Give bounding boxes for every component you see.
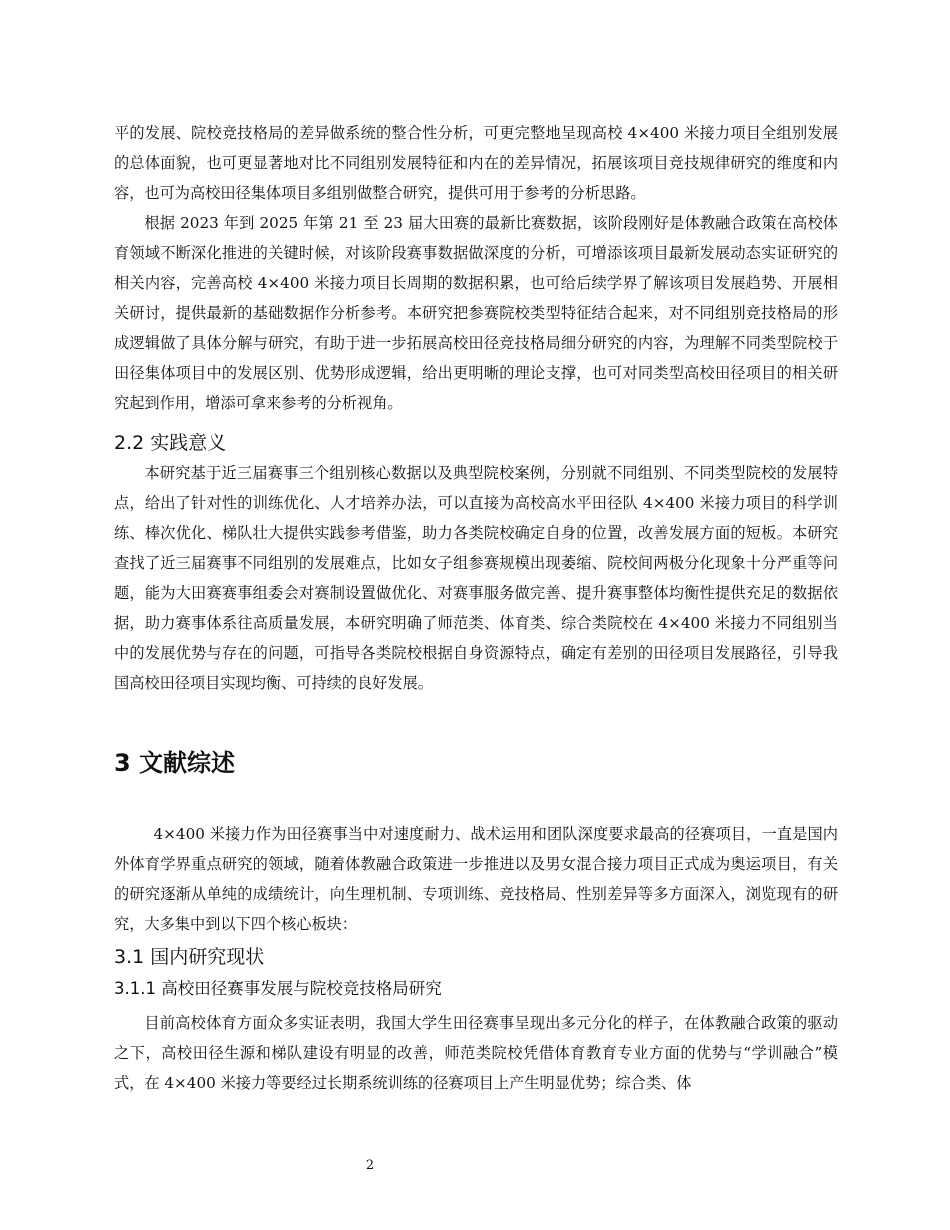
chapter-heading-3: 3 文献综述 (114, 749, 236, 777)
section-heading-3-1: 3.1 国内研究现状 (114, 946, 265, 968)
body-paragraph: 4×400 米接力作为田径赛事当中对速度耐力、战术运用和团队深度要求最高的径赛项目，一直是国内外体育学界重点研究的领域，随着体教融合政策进一步推进以及男女混合接力项目正式成为奥运项目，有关的研究逐渐从单纯的成绩统计，向生理机制、专项训练、竞技格局、性别差异等多方面深入，浏览现有的研究，大多集中到以下四个核心板块： (114, 825, 838, 933)
page-number: 2 (365, 1158, 375, 1173)
body-paragraph: 本研究基于近三届赛事三个组别核心数据以及典型院校案例，分别就不同组别、不同类型院校的发展特点，给出了针对性的训练优化、人才培养办法，可以直接为高校高水平田径队 4×400 米接力项目的科学训练、棒次优化、梯队壮大提供实践参考借鉴，助力各类院校确定自身的位置，改善发展方面的短板。本研究查找了近三届赛事不同组别的发展难点，比如女子组参赛规模出现萎缩、院校间两极分化现象十分严重等问题，能为大田赛赛事组委会对赛制设置做优化、对赛事服务做完善、提升赛事整体均衡性提供充足的数据依据，助力赛事体系往高质量发展，本研究明确了师范类、体育类、综合类院校在 4×400 米接力不同组别当中的发展优势与存在的问题，可指导各类院校根据自身资源特点，确定有差别的田径项目发展路径，引导我国高校田径项目实现均衡、可持续的良好发展。 (114, 464, 838, 692)
section-heading-3-1-1: 3.1.1 高校田径赛事发展与院校竞技格局研究 (114, 979, 442, 998)
section-heading-2-2: 2.2 实践意义 (114, 432, 227, 454)
body-paragraph: 根据 2023 年到 2025 年第 21 至 23 届大田赛的最新比赛数据，该阶段刚好是体教融合政策在高校体育领域不断深化推进的关键时候，对该阶段赛事数据做深度的分析，可增添该项目最新发展动态实证研究的相关内容，完善高校 4×400 米接力项目长周期的数据积累，也可给后续学界了解该项目发展趋势、开展相关研讨，提供最新的基础数据作分析参考。本研究把参赛院校类型特征结合起来，对不同组别竞技格局的形成逻辑做了具体分解与研究，有助于进一步拓展高校田径竞技格局细分研究的内容，为理解不同类型院校于田径集体项目中的发展区别、优势形成逻辑，给出更明晰的理论支撑，也可对同类型高校田径项目的相关研究起到作用，增添可拿来参考的分析视角。 (114, 214, 838, 412)
body-paragraph: 目前高校体育方面众多实证表明，我国大学生田径赛事呈现出多元分化的样子，在体教融合政策的驱动之下，高校田径生源和梯队建设有明显的改善，师范类院校凭借体育教育专业方面的优势与“学训融合”模式，在 4×400 米接力等要经过长期系统训练的径赛项目上产生明显优势；综合类、体 (114, 1014, 838, 1092)
body-paragraph: 平的发展、院校竞技格局的差异做系统的整合性分析，可更完整地呈现高校 4×400 米接力项目全组别发展的总体面貌，也可更显著地对比不同组别发展特征和内在的差异情况，拓展该项目竞技规律研究的维度和内容，也可为高校田径集体项目多组别做整合研究，提供可用于参考的分析思路。 (114, 124, 838, 202)
